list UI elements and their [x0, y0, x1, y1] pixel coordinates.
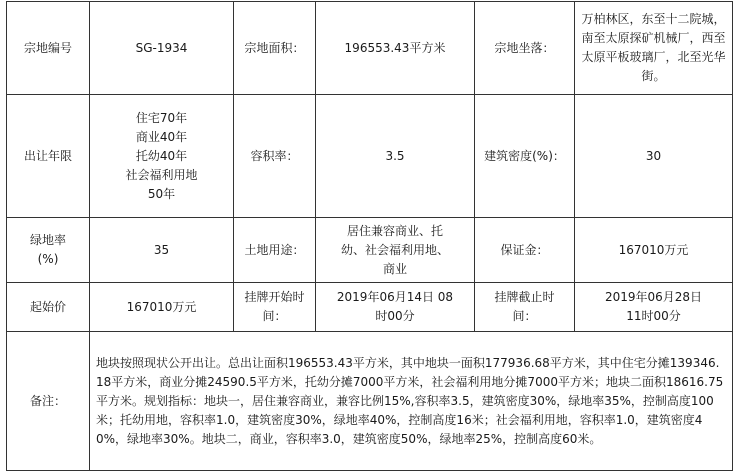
plot-number-value: SG-1934 — [90, 2, 234, 95]
building-density-value: 30 — [575, 95, 733, 218]
plot-area-value: 196553.43平方米 — [316, 2, 475, 95]
table-row — [7, 332, 733, 471]
plot-area-label: 宗地面积： — [234, 2, 316, 95]
plot-location-value: 万柏林区，东至十二院城，南至太原探矿机械厂，西至太原平板玻璃厂，北至光华街。 — [575, 2, 733, 95]
listing-end-value: 2019年06月28日 11时00分 — [575, 283, 733, 332]
table-row — [7, 95, 733, 218]
plot-location-label: 宗地坐落： — [475, 2, 575, 95]
land-info-table — [6, 1, 733, 471]
deposit-value: 167010万元 — [575, 218, 733, 283]
floor-area-ratio-value: 3.5 — [316, 95, 475, 218]
lease-term-value: 住宅70年 商业40年 托幼40年 社会福利用地 50年 — [90, 95, 234, 218]
table-row — [7, 218, 733, 283]
plot-number-label: 宗地编号 — [7, 2, 90, 95]
green-ratio-label: 绿地率 (%) — [7, 218, 90, 283]
listing-end-label: 挂牌截止时 间： — [475, 283, 575, 332]
table-row — [7, 2, 733, 95]
deposit-label: 保证金： — [475, 218, 575, 283]
listing-start-label: 挂牌开始时 间： — [234, 283, 316, 332]
land-use-value: 居住兼容商业、托 幼、社会福利用地、 商业 — [316, 218, 475, 283]
green-ratio-value: 35 — [90, 218, 234, 283]
lease-term-label: 出让年限 — [7, 95, 90, 218]
land-use-label: 土地用途： — [234, 218, 316, 283]
land-info-table-container — [6, 1, 726, 471]
remarks-value: 地块按照现状公开出让。总出让面积196553.43平方米，其中地块一面积177936.68平方米，其中住宅分摊139346.18平方米，商业分摊24590.5平方米，托幼分摊7000平方米，社会福利用地分摊7000平方米；地块二面积18616.75平方米。规划指标：地块一，居住兼容商业，兼容比例15%,容积率3.5，建筑密度30%，绿地率35%，控制高度100米；托幼用地，容积率1.0，建筑密度30%，绿地率40%，控制高度16米；社会福利用地，容积率1.0，建筑密度40%，绿地率30%。地块二，商业，容积率3.0，建筑密度50%，绿地率25%，控制高度60米。 — [90, 332, 733, 471]
building-density-label: 建筑密度(%)： — [475, 95, 575, 218]
starting-price-label: 起始价 — [7, 283, 90, 332]
floor-area-ratio-label: 容积率： — [234, 95, 316, 218]
starting-price-value: 167010万元 — [90, 283, 234, 332]
listing-start-value: 2019年06月14日 08 时00分 — [316, 283, 475, 332]
remarks-label: 备注： — [7, 332, 90, 471]
table-row — [7, 283, 733, 332]
